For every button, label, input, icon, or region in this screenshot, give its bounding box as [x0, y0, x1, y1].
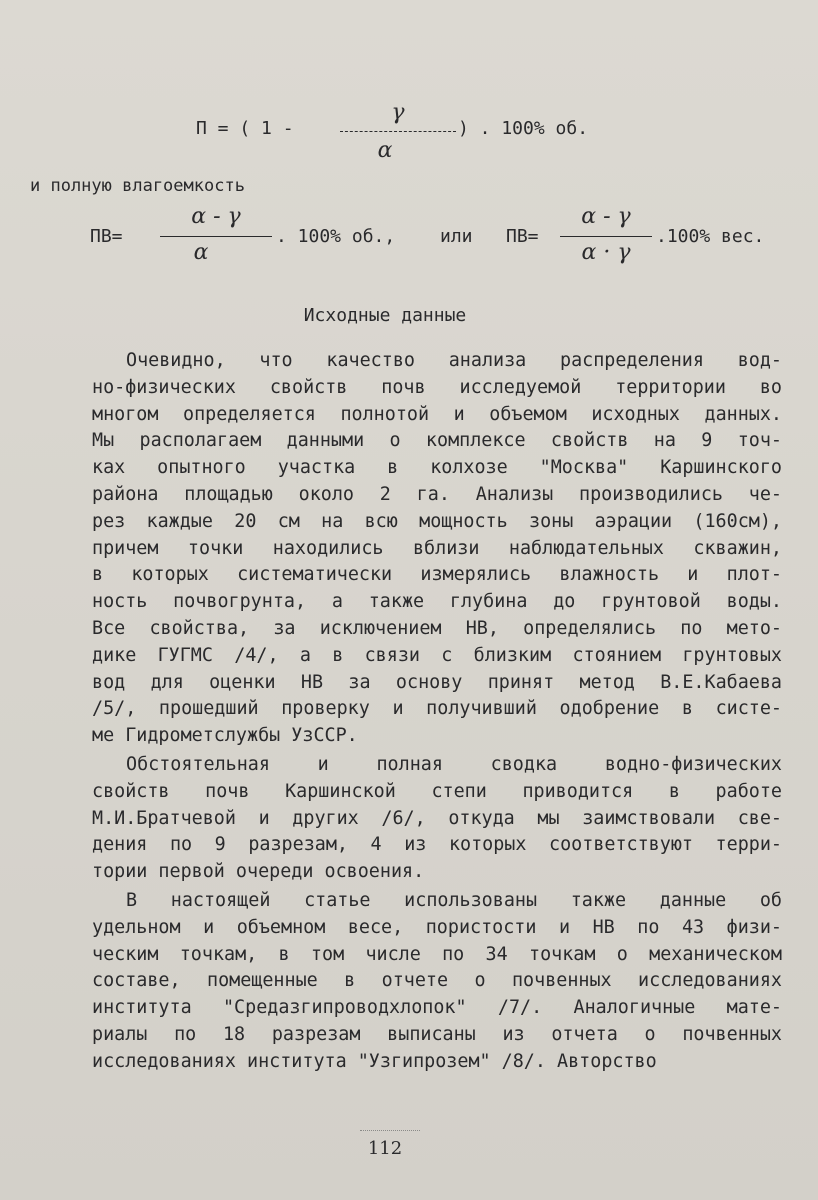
text-line: Все свойства, за исключением НВ, определялись по мето- [92, 617, 782, 639]
text-line: удельном и объемном весе, пористости и НВ по 43 физи- [92, 916, 782, 938]
text-line: дике ГУГМС /4/, а в связи с близким стоянием грунтовых [92, 644, 782, 666]
footer-divider [360, 1130, 420, 1131]
text-line: М.И.Братчевой и других /6/, откуда мы заимствовали све- [92, 807, 782, 829]
formula-capacity-denominator: α [193, 240, 209, 265]
text-line: ность почвогрунта, а также глубина до грунтовой воды. [92, 591, 782, 613]
text-line: ме Гидрометслужбы УзССР. [92, 725, 358, 747]
paragraph-1 [92, 348, 782, 750]
text-line: В настоящей статье использованы также данные об [126, 889, 782, 911]
text-line: дения по 9 разрезам, 4 из которых соответствуют терри- [92, 834, 782, 856]
text-line: исследованиях института "Узгипрозем" /8/. Авторство [92, 1050, 657, 1072]
text-line: /5/, прошедший проверку и получивший одобрение в систе- [92, 698, 782, 720]
text-line: ческим точкам, в том числе по 34 точкам о механическом [92, 943, 782, 965]
formula-porosity-denominator: α [377, 138, 393, 163]
text-line: риалы по 18 разрезам выписаны из отчета о почвенных [92, 1023, 782, 1045]
text-line: тории первой очереди освоения. [92, 861, 425, 883]
formula-porosity-fraction-bar [340, 131, 456, 132]
text-line: в которых систематически измерялись влажность и плот- [92, 564, 782, 586]
formula-capacity-fraction-bar2 [560, 236, 652, 237]
formula-porosity-numerator: γ [391, 100, 405, 125]
formula-capacity-middle: . 100% об., [276, 226, 396, 247]
formula-capacity-or: или [440, 226, 473, 247]
text-line: многом определяется полнотой и объемом исходных данных. [92, 403, 782, 425]
text-line: свойств почв Каршинской степи приводится в работе [92, 780, 782, 802]
text-line: района площадью около 2 га. Анализы производились че- [92, 483, 782, 505]
page-number: 112 [367, 1138, 403, 1159]
text-line: Очевидно, что качество анализа распределения вод- [126, 350, 782, 371]
paragraph-2 [92, 752, 782, 886]
formula-capacity-denominator2: α · γ [581, 240, 631, 265]
formula-porosity-rhs: ) . 100% об. [458, 118, 589, 139]
text-line: вод для оценки НВ за основу принят метод В.Е.Кабаева [92, 671, 782, 693]
formula-capacity-fraction-bar [160, 236, 272, 237]
text-line: причем точки находились вблизи наблюдательных скважин, [92, 537, 782, 559]
formula-capacity-rhs2: .100% вес. [656, 226, 765, 247]
body-text [92, 348, 782, 1076]
section-heading: Исходные данные [303, 305, 467, 326]
formula-capacity-numerator: α - γ [191, 204, 241, 229]
text-line: Мы располагаем данными о комплексе свойств на 9 точ- [92, 430, 782, 452]
formula-capacity-numerator2: α - γ [581, 204, 631, 229]
paragraph-3 [92, 888, 782, 1076]
text-line: составе, помещенные в отчете о почвенных исследованиях [92, 970, 782, 992]
formula-capacity-lhs2: ПВ= [506, 226, 539, 247]
intro-line: и полную влагоемкость [30, 176, 245, 196]
text-line: рез каждые 20 см на всю мощность зоны аэрации (160см), [92, 510, 782, 532]
text-line: Обстоятельная и полная сводка водно-физических [126, 753, 782, 775]
formula-porosity-lhs: П = ( 1 - [196, 118, 294, 139]
formula-capacity-lhs: ПВ= [90, 226, 123, 247]
text-line: но-физических свойств почв исследуемой территории во [92, 376, 782, 398]
text-line: института "Средазгипроводхлопок" /7/. Аналогичные мате- [92, 997, 782, 1019]
text-line: ках опытного участка в колхозе "Москва" Каршинского [92, 457, 782, 479]
